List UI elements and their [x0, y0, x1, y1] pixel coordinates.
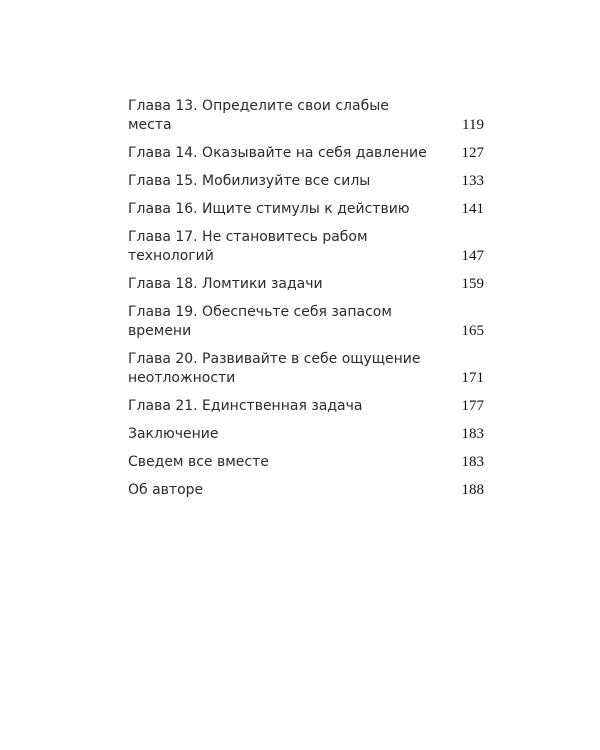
- toc-entry-title: Глава 19. Обеспечьте себя запасом времени: [128, 304, 392, 339]
- toc-entry-title: Глава 21. Единственная задача: [128, 398, 363, 414]
- table-of-contents: [128, 97, 484, 509]
- toc-entry: [128, 397, 484, 416]
- toc-entry: [128, 453, 484, 472]
- toc-entry-page: 119: [462, 117, 484, 133]
- toc-entry-page: 171: [461, 370, 484, 386]
- toc-entry: [128, 200, 484, 219]
- toc-entry-title: Глава 20. Развивайте в себе ощущение неотложности: [128, 351, 421, 386]
- toc-entry-title: Глава 13. Определите свои слабые места: [128, 98, 389, 133]
- toc-entry: [128, 481, 484, 500]
- toc-entry-title: Глава 17. Не становитесь рабом технологий: [128, 229, 368, 264]
- toc-entry: [128, 425, 484, 444]
- toc-entry-page: 165: [461, 323, 484, 339]
- toc-entry: [128, 228, 484, 266]
- toc-entry-page: 177: [461, 398, 484, 414]
- toc-entry: [128, 275, 484, 294]
- toc-entry: [128, 350, 484, 388]
- toc-entry-title: Глава 15. Мобилизуйте все силы: [128, 173, 371, 189]
- toc-entry-title: Глава 18. Ломтики задачи: [128, 276, 323, 292]
- toc-entry-title: Сведем все вместе: [128, 454, 269, 470]
- toc-entry: [128, 144, 484, 163]
- toc-entry: [128, 97, 484, 135]
- toc-entry-page: 159: [461, 276, 484, 292]
- toc-entry: [128, 303, 484, 341]
- toc-entry-page: 147: [461, 248, 484, 264]
- toc-entry-page: 141: [461, 201, 484, 217]
- toc-entry-page: 183: [461, 454, 484, 470]
- toc-entry-title: Глава 14. Оказывайте на себя давление: [128, 145, 427, 161]
- toc-entry-page: 183: [461, 426, 484, 442]
- toc-entry-title: Об авторе: [128, 482, 204, 498]
- toc-entry-page: 188: [461, 482, 484, 498]
- toc-entry-title: Глава 16. Ищите стимулы к действию: [128, 201, 410, 217]
- toc-entry: [128, 172, 484, 191]
- toc-entry-page: 133: [461, 173, 484, 189]
- toc-entry-page: 127: [461, 145, 484, 161]
- toc-entry-title: Заключение: [128, 426, 219, 442]
